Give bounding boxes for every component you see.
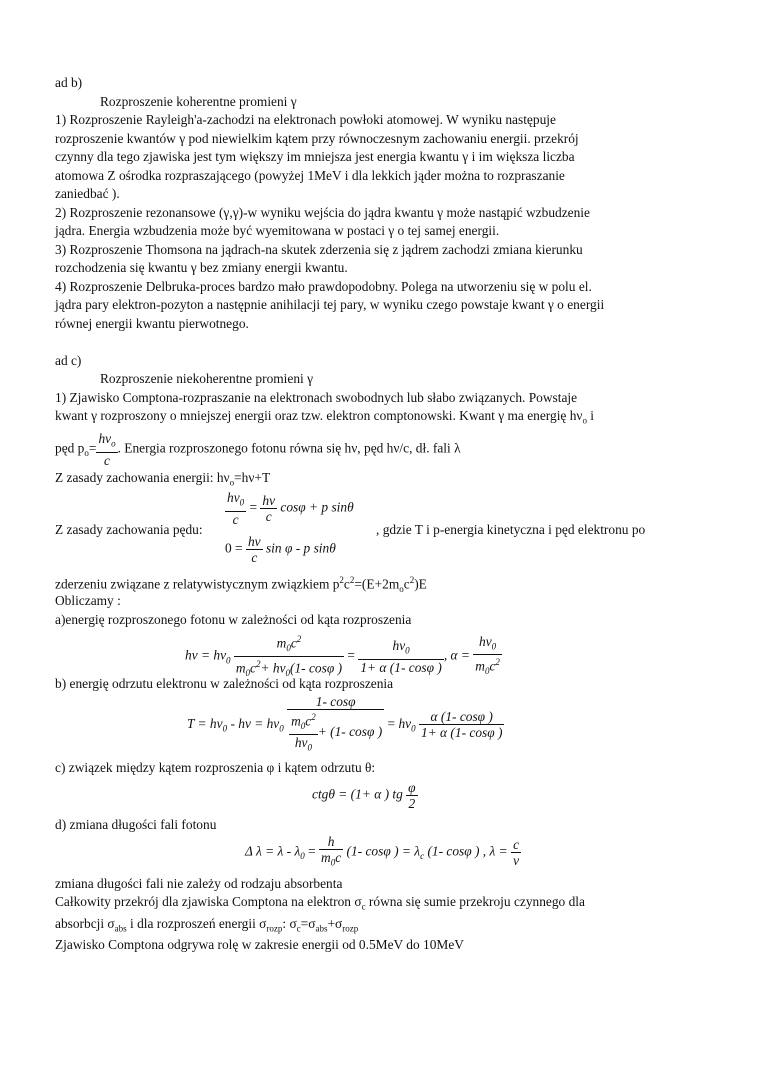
m-symbol: m [235, 660, 246, 676]
text-span: Całkowity przekrój dla zjawiska Comptona na elektron σ [55, 894, 362, 909]
hv-symbol: hν [392, 638, 406, 654]
paragraph-line: zaniedbać ). [55, 186, 120, 201]
equals-sign: = [387, 715, 396, 731]
fraction [260, 493, 277, 524]
text-span: +σ [327, 916, 343, 931]
subscript: 0 [405, 645, 410, 656]
numerator [473, 634, 502, 656]
subscript: 0 [279, 723, 284, 734]
subscript: 0 [245, 668, 251, 679]
item-a-label: a)energię rozproszonego fotonu w zależności od kąta rozproszenia [55, 612, 412, 627]
momentum-line [55, 431, 461, 469]
heading-ad-c: ad c) [55, 353, 82, 368]
numerator [234, 632, 344, 657]
fraction [473, 634, 502, 680]
ctg-expression: ctgθ = (1+ α ) tg [312, 786, 403, 802]
subscript: c [361, 901, 366, 912]
subscript: c [420, 851, 425, 862]
text-span: i [586, 408, 595, 423]
cross-section-line [55, 894, 585, 915]
hv-symbol: hν [294, 735, 308, 751]
item-d-label: d) zmiana długości fali fotonu [55, 817, 217, 832]
superscript: 2 [256, 659, 261, 670]
text-span: =(E+2m [354, 576, 400, 592]
delta-lambda: Δ λ = λ - λ [245, 843, 301, 859]
p-sin-term: - p sinθ [295, 540, 336, 556]
subscript: rozp [266, 923, 283, 934]
paragraph-line: atomowa Z ośrodka rozpraszającego (powyżej 1MeV i dla lekkich jąder można to rozpraszanie [55, 168, 565, 183]
numerator [358, 638, 443, 660]
plus-hv: + hν [260, 660, 286, 676]
subscript: o [111, 438, 116, 449]
denominator: 1+ α (1- cosφ ) [360, 659, 442, 675]
fraction [246, 534, 263, 565]
minus-hv: - hν = hν [230, 715, 280, 731]
subscript: 0 [300, 721, 306, 732]
text-span: c [343, 576, 350, 592]
subscript: 0 [286, 643, 291, 654]
subscript: 0 [226, 655, 231, 666]
subscript: 0 [285, 668, 291, 679]
eq-lhs: T = hν [187, 715, 223, 731]
denominator: ν [513, 852, 520, 868]
text-span: : σ [282, 916, 297, 931]
paragraph-line [55, 408, 594, 429]
superscript: 2 [349, 575, 355, 585]
paragraph-line: Zjawisko Comptona odgrywa rolę w zakresie energii od 0.5MeV do 10MeV [55, 937, 464, 952]
eq-lhs: hν = hν [185, 647, 227, 663]
energy-conservation-line [55, 470, 270, 491]
lambda-c-expression: (1- cosφ ) = λ [346, 843, 421, 859]
paragraph-line: równej energii kwantu pierwotnego. [55, 316, 249, 331]
momentum-conservation-label: Z zasady zachowania pędu: [55, 522, 203, 537]
denominator: c [104, 452, 110, 468]
fraction-hv0-over-c [96, 431, 117, 468]
fraction [287, 694, 384, 756]
superscript: 2 [409, 575, 415, 585]
subscript: 0 [484, 666, 490, 677]
numerator [289, 710, 318, 735]
numerator [96, 431, 117, 453]
heading-ad-b: ad b) [55, 75, 83, 90]
hv-symbol: hν [98, 431, 112, 446]
alpha-definition: , α = [443, 647, 470, 663]
subscript: 0 [300, 851, 305, 862]
numerator: c [513, 836, 520, 852]
c-symbol: c [335, 850, 342, 865]
subscript: o [84, 448, 89, 459]
denominator: c [232, 511, 239, 527]
equation-b [187, 694, 504, 756]
subscript: o [399, 584, 404, 595]
hv-symbol: hν [398, 715, 412, 731]
m-symbol: m [276, 635, 287, 651]
denominator: c [251, 550, 258, 565]
fraction [511, 837, 521, 868]
numerator: φ [408, 780, 416, 795]
item-c-label: c) związek między kątem rozproszenia φ i kątem odrzutu θ: [55, 760, 376, 775]
fraction [406, 780, 417, 811]
paragraph-line: 2) Rozproszenie rezonansowe (γ,γ)-w wyniku wejścia do jądra kwantu γ może nastąpić wzbudzenie [55, 205, 590, 220]
c-symbol: c [489, 658, 496, 674]
subscript: 0 [411, 723, 416, 734]
equation-c [312, 780, 418, 811]
zero-equals: 0 = [225, 540, 243, 556]
superscript: 2 [495, 657, 500, 668]
denominator: c [265, 508, 272, 524]
momentum-eq-1 [225, 490, 354, 527]
paragraph-line: rozchodzenia się kwantu γ bez zmiany energii kwantu. [55, 260, 348, 275]
text-span: =hν+T [234, 470, 271, 485]
denominator [319, 850, 343, 871]
text-span: równa się sumie przekroju czynnego dla [365, 894, 585, 909]
fraction [225, 490, 246, 527]
text-span: i dla rozproszeń energii σ [126, 916, 267, 931]
lambda-tail: (1- cosφ ) , λ = [427, 843, 508, 859]
superscript: 2 [296, 634, 302, 644]
sin-term: sin φ [265, 540, 293, 556]
inner-fraction [289, 710, 318, 756]
text-span: pęd p [55, 440, 85, 456]
m-symbol: m [321, 850, 331, 865]
c-symbol: c [250, 660, 256, 676]
paragraph-line: 1) Zjawisko Comptona-rozpraszanie na elektronach swobodnych lub słabo związanych. Powstaje [55, 390, 578, 405]
one-minus-cos: (1- cosφ ) [290, 660, 343, 676]
section-title-coherent: Rozproszenie koherentne promieni γ [100, 94, 297, 109]
paragraph-line: jądra pary elektron-pozyton a następnie anihilacji tej pary, w wyniku czego powstaje kwant γ o energii [55, 297, 605, 312]
text-span: Z zasady zachowania energii: hν [55, 470, 230, 485]
subscript: c [296, 923, 301, 934]
text-span: )E [414, 576, 427, 592]
fraction [319, 834, 343, 871]
momentum-eq-2 [225, 534, 336, 565]
paragraph-line: rozproszenie kwantów γ pod niewielkim kątem przy równoczesnym zachowaniu energii. przekrój [55, 131, 579, 146]
denominator [287, 710, 384, 756]
paragraph-line: zmiana długości fali nie zależy od rodzaju absorbenta [55, 876, 343, 891]
hv-symbol: hν [479, 633, 492, 649]
numerator: hν [262, 492, 276, 508]
paragraph-line: czynny dla tego zjawiska jest tym większy im mniejsza jest energia kwantu γ i im większa liczba [55, 149, 575, 164]
denominator [289, 735, 318, 756]
text-span: kwant γ rozproszony o mniejszej energii oraz tzw. elektron comptonowski. Kwant γ ma energię hν [55, 408, 583, 423]
denominator: 2 [408, 796, 416, 811]
hv-symbol: hν [227, 490, 240, 505]
subscript: 0 [222, 723, 228, 734]
section-title-incoherent: Rozproszenie niekoherentne promieni γ [100, 371, 314, 386]
numerator [225, 490, 246, 512]
denominator: 1+ α (1- cosφ ) [420, 725, 503, 741]
subscript: abs [114, 923, 127, 934]
subscript: o [229, 477, 235, 488]
plus-one-minus-cos: + (1- cosφ ) [317, 723, 383, 739]
equals-sign: = [308, 843, 316, 859]
subscript: 0 [239, 497, 245, 508]
subscript: abs [315, 923, 328, 934]
equals-sign: = [249, 499, 258, 515]
m-symbol: m [291, 713, 301, 729]
paragraph-line: jądra. Energia wzbudzenia może być wyemitowana w postaci γ o tej samej energii. [55, 223, 500, 238]
momentum-conservation-note: , gdzie T i p-energia kinetyczna i pęd elektronu po [376, 522, 646, 537]
calculation-heading: Obliczamy : [55, 593, 121, 608]
superscript: 2 [311, 712, 316, 722]
fraction [234, 632, 344, 681]
subscript: 0 [330, 857, 336, 868]
fraction [419, 709, 504, 740]
numerator: α (1- cosφ ) [419, 709, 504, 725]
cross-section-formula-line [55, 916, 358, 937]
text-span: =σ [300, 916, 316, 931]
numerator: 1- cosφ [287, 694, 384, 710]
cos-term: cosφ [280, 499, 306, 515]
numerator: hν [247, 534, 261, 549]
text-span: = [88, 440, 97, 456]
equals-sign: = [347, 647, 355, 663]
m-symbol: m [475, 658, 485, 674]
item-b-label: b) energię odrzutu elektronu w zależności od kąta rozproszenia [55, 676, 394, 691]
text-span: c [403, 576, 410, 592]
text-span: zderzeniu związane z relatywistycznym związkiem p [55, 576, 340, 592]
fraction [358, 638, 443, 675]
text-span: . Energia rozproszonego fotonu równa się hν, pęd hν/c, dł. fali λ [117, 440, 461, 456]
numerator: h [319, 834, 343, 850]
c-symbol: c [305, 713, 312, 729]
text-span: absorbcji σ [55, 916, 115, 931]
subscript: o [582, 415, 587, 426]
c-symbol: c [290, 635, 297, 651]
equation-d [245, 834, 521, 871]
equation-a [185, 632, 502, 681]
paragraph-line: 3) Rozproszenie Thomsona na jądrach-na skutek zderzenia się z jądrem zachodzi zmiana kierunku [55, 242, 583, 257]
subscript: rozp [342, 923, 359, 934]
p-sin-term: + p sinθ [309, 499, 354, 515]
paragraph-line: 1) Rozproszenie Rayleigh'a-zachodzi na elektronach powłoki atomowej. W wyniku następuje [55, 112, 556, 127]
subscript: 0 [491, 641, 497, 652]
paragraph-line: 4) Rozproszenie Delbruka-proces bardzo mało prawdopodobny. Polega na utworzeniu się w polu el. [55, 279, 592, 294]
superscript: 2 [339, 575, 344, 585]
denominator [473, 655, 502, 679]
subscript: 0 [307, 742, 312, 753]
